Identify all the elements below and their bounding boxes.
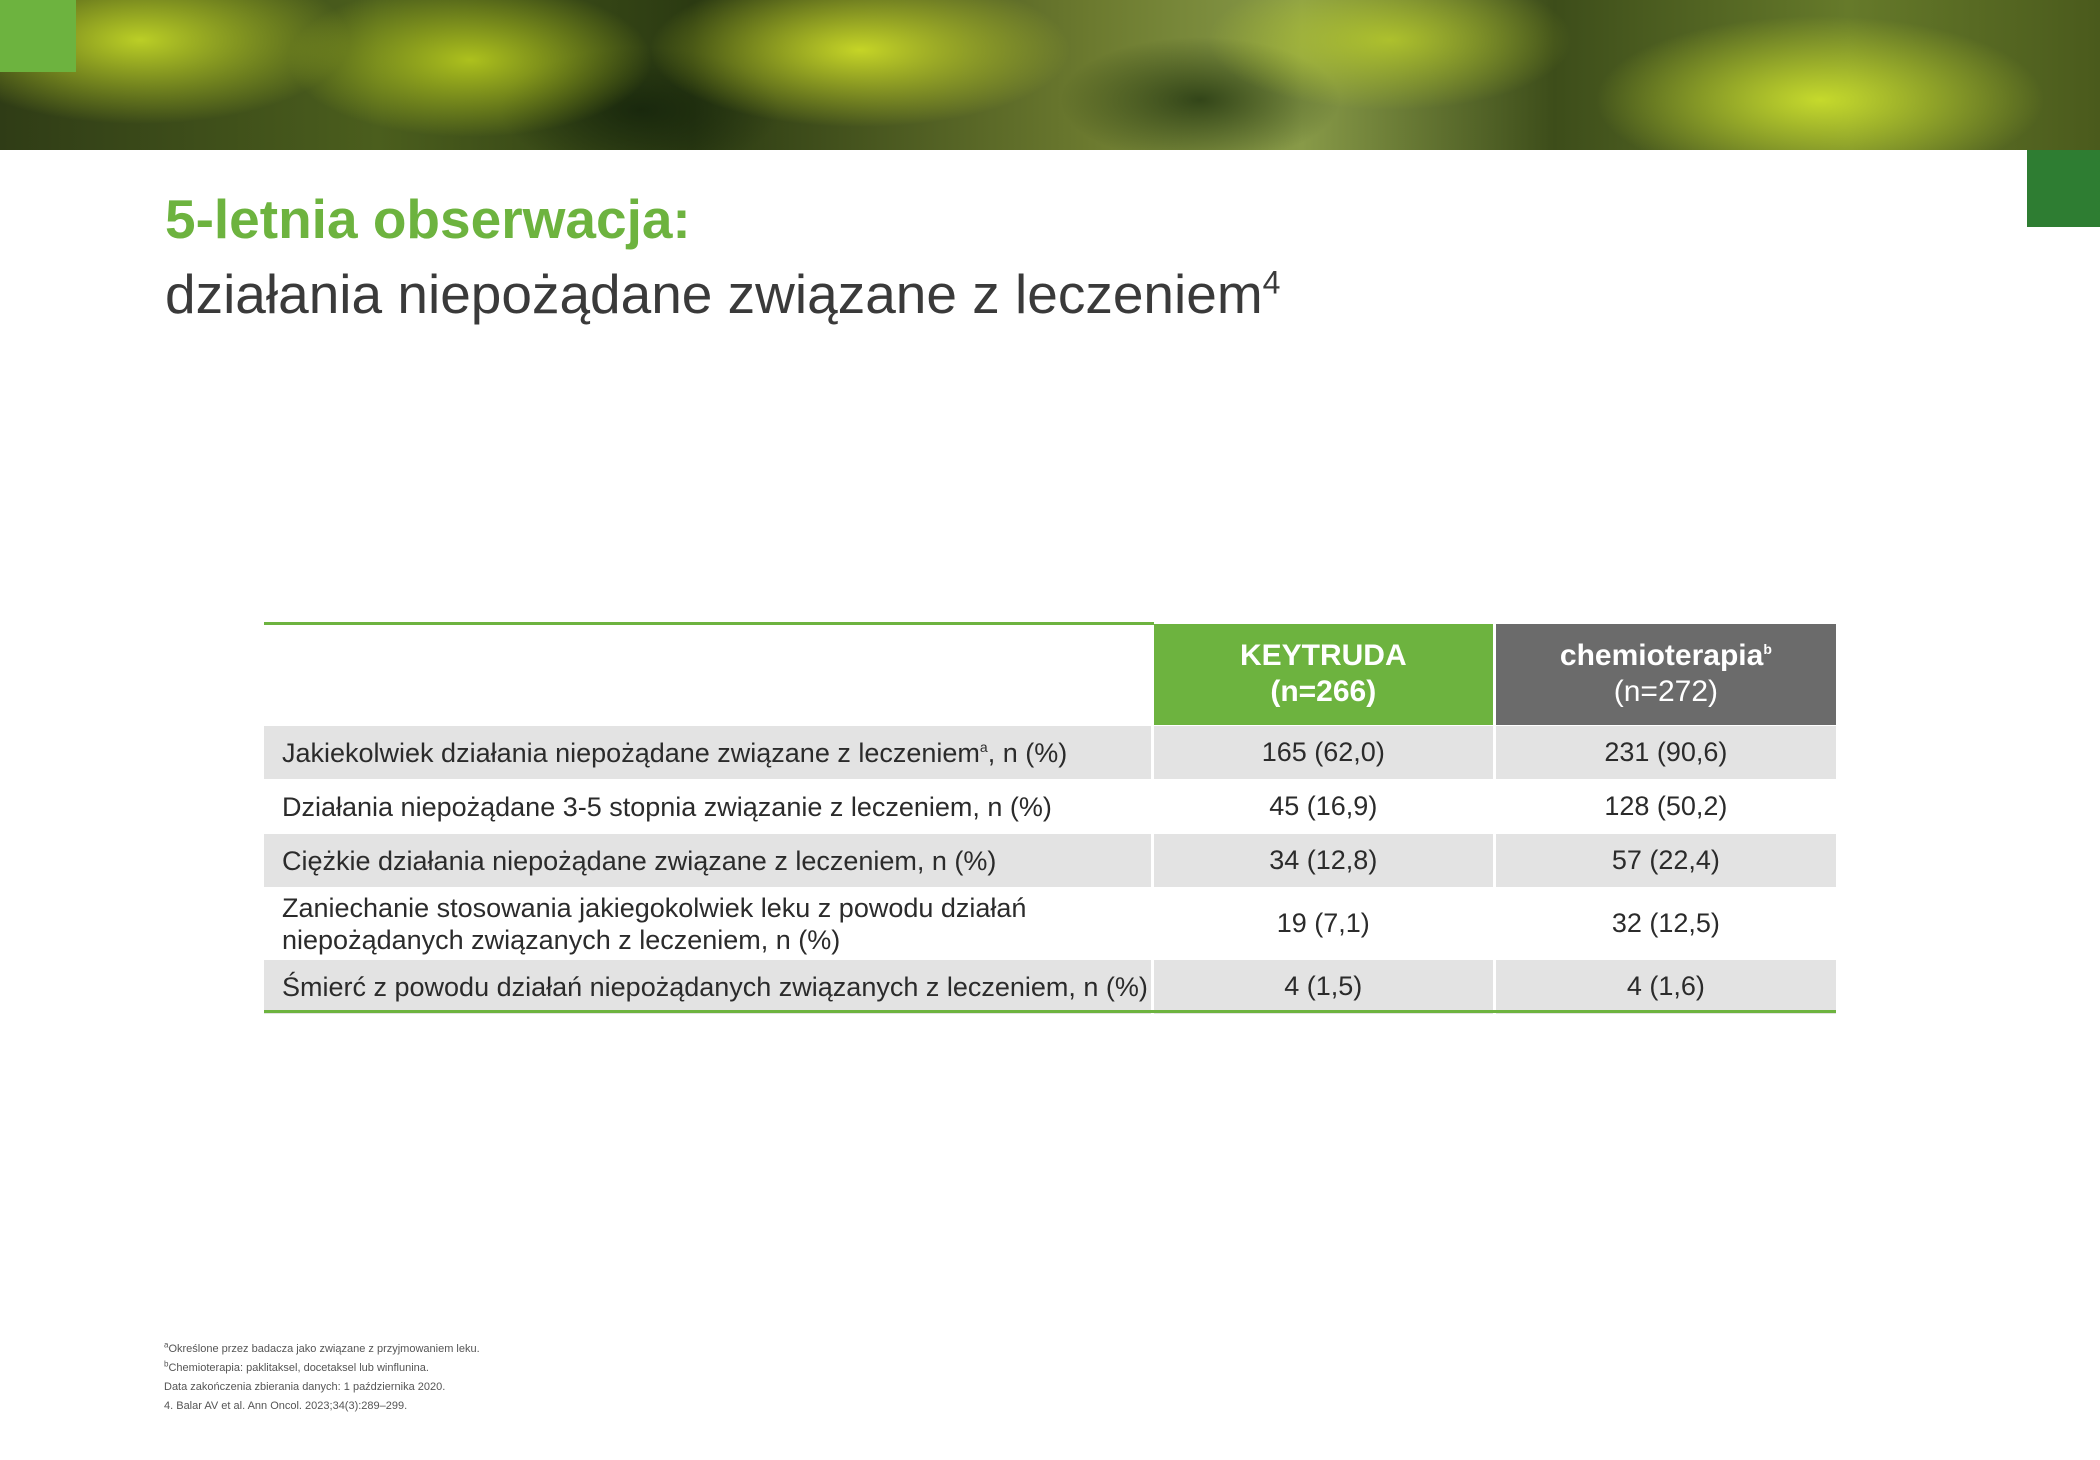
keytruda-value: 19 (7,1): [1152, 888, 1494, 960]
chemo-name: chemioterapia: [1559, 639, 1764, 673]
corner-dark-green-square: [2027, 150, 2100, 227]
row-label: [264, 888, 1152, 960]
footnote-b-mark: b: [164, 1359, 169, 1369]
row-label: Śmierć z powodu działań niepożądanych związanych z leczeniem, n (%): [264, 960, 1152, 1014]
header-chemotherapy: [1494, 624, 1836, 726]
subtitle-text: działania niepożądane związane z leczeniem: [165, 263, 1263, 325]
footnote-reference: 4. Balar AV et al. Ann Oncol. 2023;34(3):289–299.: [164, 1400, 408, 1412]
header-keytruda: [1152, 624, 1494, 726]
chemo-footnote-mark: b: [1763, 641, 1772, 658]
table-row: [264, 888, 1836, 960]
table-row: [264, 960, 1836, 1014]
row-label: Działania niepożądane 3-5 stopnia związanie z leczeniem, n (%): [264, 780, 1152, 834]
footnote-b: [164, 1359, 480, 1378]
header-forest-banner: [0, 0, 2100, 150]
header-empty-cell: [264, 624, 1152, 726]
keytruda-value: 4 (1,5): [1152, 960, 1494, 1014]
table-row: [264, 834, 1836, 888]
row-label: Ciężkie działania niepożądane związane z leczeniem, n (%): [264, 834, 1152, 888]
chemo-value: 231 (90,6): [1494, 726, 1836, 780]
banner-green-square: [0, 0, 76, 72]
keytruda-value: 34 (12,8): [1152, 834, 1494, 888]
table-header-row: [264, 624, 1836, 726]
footnote-a: [164, 1340, 480, 1359]
chemo-value: 4 (1,6): [1494, 960, 1836, 1014]
row-label-suffix: , n (%): [987, 737, 1068, 768]
footnote-a-text: Określone przez badacza jako związane z przyjmowaniem leku.: [168, 1343, 480, 1355]
table-row: [264, 780, 1836, 834]
chemo-value: 32 (12,5): [1494, 888, 1836, 960]
page-subtitle: [165, 258, 1280, 330]
row-label-footnote-mark: a: [979, 738, 988, 755]
keytruda-value: 45 (16,9): [1152, 780, 1494, 834]
footnotes: [164, 1340, 480, 1416]
keytruda-n: (n=266): [1270, 675, 1377, 709]
table-bottom-rule: [264, 1010, 1836, 1013]
footnote-b-text: Chemioterapia: paklitaksel, docetaksel lub winflunina.: [168, 1362, 429, 1374]
subtitle-reference: 4: [1262, 264, 1281, 301]
row-label-line: Zaniechanie stosowania jakiegokolwiek leku z powodu działań: [282, 892, 1027, 923]
chemo-value: 57 (22,4): [1494, 834, 1836, 888]
page-title: 5-letnia obserwacja:: [165, 188, 691, 250]
keytruda-name: KEYTRUDA: [1239, 639, 1407, 673]
row-label: [264, 726, 1152, 780]
footnote-a-mark: a: [164, 1340, 169, 1350]
table-row: [264, 726, 1836, 780]
row-label-line: niepożądanych związanych z leczeniem, n (%): [282, 924, 841, 955]
footnote-data-cutoff: Data zakończenia zbierania danych: 1 października 2020.: [164, 1381, 446, 1393]
row-label-text: Jakiekolwiek działania niepożądane związane z leczeniem: [282, 737, 980, 768]
keytruda-value: 165 (62,0): [1152, 726, 1494, 780]
chemo-n: (n=272): [1613, 675, 1718, 709]
adverse-events-table: [264, 622, 1836, 1014]
chemo-value: 128 (50,2): [1494, 780, 1836, 834]
